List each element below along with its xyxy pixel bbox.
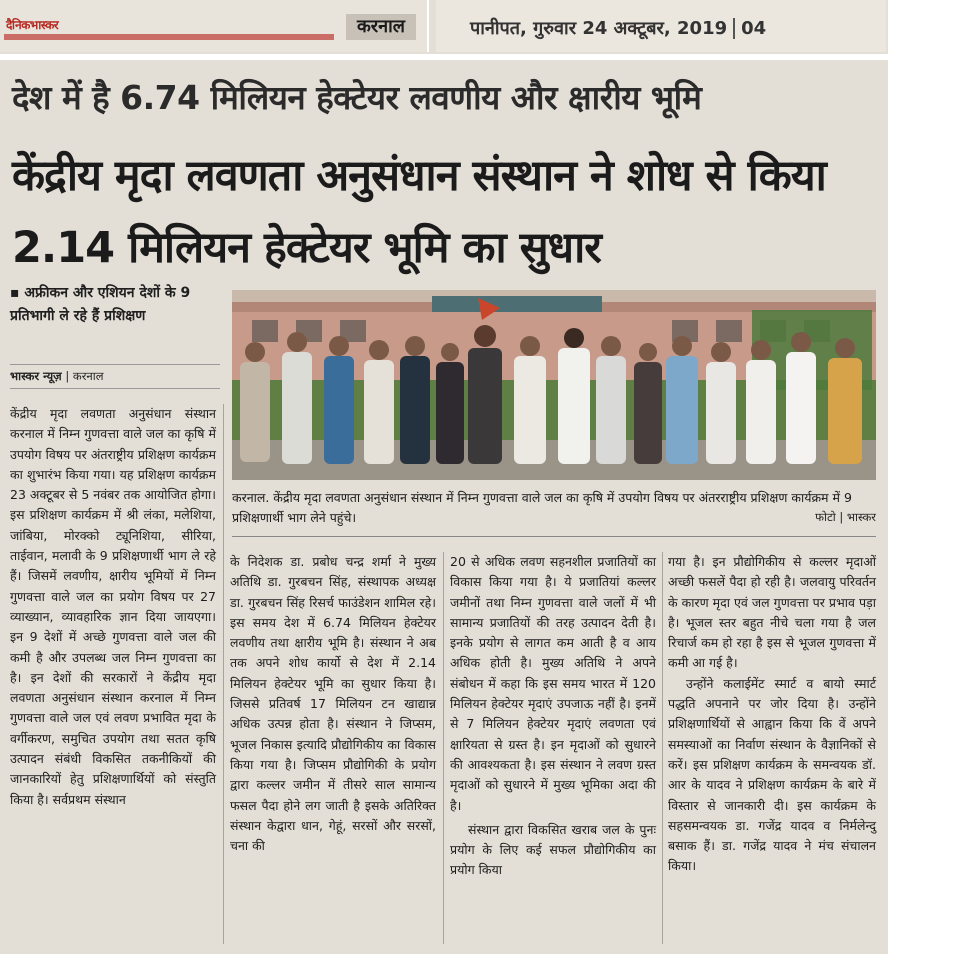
column-4-text-a: गया है। इन प्रौद्योगिकीय से कल्लर मृदाओं अच्छी फसलें पैदा हो रही है। जलवायु परिवर्तन के कारण मृदा एवं जल गुणवत्ता पर प्रभाव पड़ा है। भूजल स्तर बहुत नीचे चला गया है जल रिचार्ज कम हो रहा है इस से भूजल गुणवत्ता में कमी आ गई है। (668, 554, 876, 671)
headline-main: केंद्रीय मृदा लवणता अनुसंधान संस्थान ने शोध से किया 2.14 मिलियन हेक्टेयर भूमि का सुधार (12, 151, 826, 273)
dateline-text: पानीपत, गुरुवार 24 अक्टूबर, 2019 (470, 18, 728, 39)
news-photo (232, 290, 876, 480)
kicker: ▪ अफ्रीकन और एशियन देशों के 9 प्रतिभागी ले रहे हैं प्रशिक्षण (10, 285, 191, 324)
column-3-text-a: 20 से अधिक लवण सहनशील प्रजातियों का विकास किया गया है। ये प्रजातियां कल्लर जमीनों तथा निम्न गुणवत्ता वाले जलों में भी सामान्य प्रजातियों की तरह उत्पादन देती है। इनके प्रयोग से लागत कम आती है व आय अधिक होती है। मुख्य अतिथि ने अपने संबोधन में कहा कि इस समय भारत में 120 मिलियन हेक्टेयर मृदाएं उपजाऊ नहीं है। इनमें से 7 मिलियन हेक्टेयर मृदाएं लवणता एवं क्षारियता से ग्रस्त है। इन मृदाओं को सुधारने की आवश्यकता है। इस संस्थान ने लवण ग्रस्त मृदाओं को सुधारने में मुख्य भूमिका अदा की है। (450, 554, 656, 813)
masthead-bar (4, 34, 334, 40)
column-divider (443, 552, 444, 944)
body-column-4 (668, 552, 876, 877)
headline-top: देश में है 6.74 मिलियन हेक्टेयर लवणीय और क्षारीय भूमि (12, 78, 702, 117)
byline-source: भास्कर न्यूज़ (10, 369, 62, 383)
photo-credit: फोटो | भास्कर (815, 510, 876, 524)
newspaper-logo: दैनिकभास्कर (6, 18, 59, 32)
page-number: 04 (733, 18, 766, 39)
caption-divider (232, 536, 876, 537)
dateline (470, 16, 766, 40)
masthead-left (0, 0, 429, 52)
byline: भास्कर न्यूज़ | करनाल (10, 364, 220, 389)
masthead-right (436, 0, 886, 52)
column-2-text: के निदेशक डा. प्रबोध चन्द्र शर्मा ने मुख्य अतिथि डा. गुरबचन सिंह, संस्थापक अध्यक्ष डा. गुरबचन सिंह रिसर्च फाउंडेशन शामिल रहे। इस समय देश में 6.74 मिलियन हेक्टेयर लवणीय तथा क्षारीय भूमि है। संस्थान ने अब तक अपने शोध कार्यो से देश में 2.14 मिलियन हेक्टेयर भूमि का सुधार किया है। जिससे प्रतिवर्ष 17 मिलियन टन खाद्यान्न अधिक उत्पन्न होता है। संस्थान ने जिप्सम, भूजल निकास इत्यादि प्रौद्योगिकीय का विकास किया गया है। जिप्सम प्रौद्योगिकी के प्रयोग द्वारा कल्लर जमीन में तीसरे साल सामान्य फसल पैदा होने लग जाती है इसके अतिरिक्त संस्थान केद्वारा धान, गेहूं, सरसों और सरसों, चना की (230, 554, 436, 854)
photo-caption: करनाल. केंद्रीय मृदा लवणता अनुसंधान संस्थान में निम्न गुणवत्ता वाले जल का कृषि में उपयोग विषय पर अंतरराष्ट्रीय प्रशिक्षण कार्यक्रम में 9 प्रशिक्षणार्थी भाग लेने पहुंचे। (232, 490, 852, 525)
body-column-2 (230, 552, 436, 856)
page-divider (0, 54, 888, 60)
column-divider (662, 552, 663, 944)
city-edition: करनाल (346, 14, 416, 40)
column-4-text-b: उन्होंने कलाईमेंट स्मार्ट व बायो स्मार्ट पद्धति अपनाने पर जोर दिया है। उन्होंने प्रशिक्षणार्थियों से आह्वान किया कि वें अपने समस्याओं का निर्वाण संस्थान के वैज्ञानिकों से करें। इस प्रशिक्षण कार्यक्रम के समन्वयक डॉ. आर के यादव ने प्रशिक्षण कार्यक्रम के बारे में विस्तार से जानकारी दी। इस कार्यक्रम के सहसमन्वयक डा. गजेंद्र यादव व निर्मलेन्दु बसाक हैं। डा. गजेंद्र यादव ने मंच संचालन किया। (668, 675, 876, 874)
group-photo-image (232, 290, 876, 480)
column-divider (223, 404, 224, 944)
body-column-1 (10, 404, 216, 810)
body-column-3 (450, 552, 656, 881)
institute-signboard (432, 296, 602, 312)
column-3-text-b: संस्थान द्वारा विकसित खराब जल के पुनः प्रयोग के लिए कई सफल प्रौद्योगिकीय का प्रयोग किया (450, 821, 656, 878)
column-1-text: केंद्रीय मृदा लवणता अनुसंधान संस्थान करनाल में निम्न गुणवत्ता वाले जल का कृषि में उपयोग विषय पर अंतराष्ट्रीय प्रशिक्षण कार्यक्रम का शुभारंभ किया गया। यह प्रशिक्षण कार्यक्रम 23 अक्टूबर से 5 नवंबर तक आयोजित होगा। इस प्रशिक्षण कार्यक्रम में श्री लंका, मलेशिया, जांबिया, मोरक्को ट्यूनिशिया, सीरिया, ताईवान, मलावी के 9 प्रशिक्षणार्थी भाग ले रहे हैं। जिसमें लवणीय, क्षारीय भूमियों में निम्न गुणवत्ता वाले जल का प्रयोग विषय पर 27 व्याख्यान, व्यावहारिक ज्ञान दिया जायएगा। इन 9 देशों में अच्छे गुणवत्ता वाले जल की कमी है और उपलब्ध जल निम्न गुणवत्ता का है। इन देशों की सरकारों ने केंद्रीय मृदा लवणता अनुसंधान संस्थान करनाल में निम्न गुणवत्ता वाले जल एवं लवण प्रभावित मृदा के वर्गीकरण, समुचित उपयोग तथा सतत कृषि उत्पादन संबंधी विकसित तकनीकियों की जानकारियों हेतु प्रशिक्षणार्थियों को संस्तुति किया है। सर्वप्रथम संस्थान (10, 406, 216, 807)
byline-city: करनाल (72, 369, 104, 383)
